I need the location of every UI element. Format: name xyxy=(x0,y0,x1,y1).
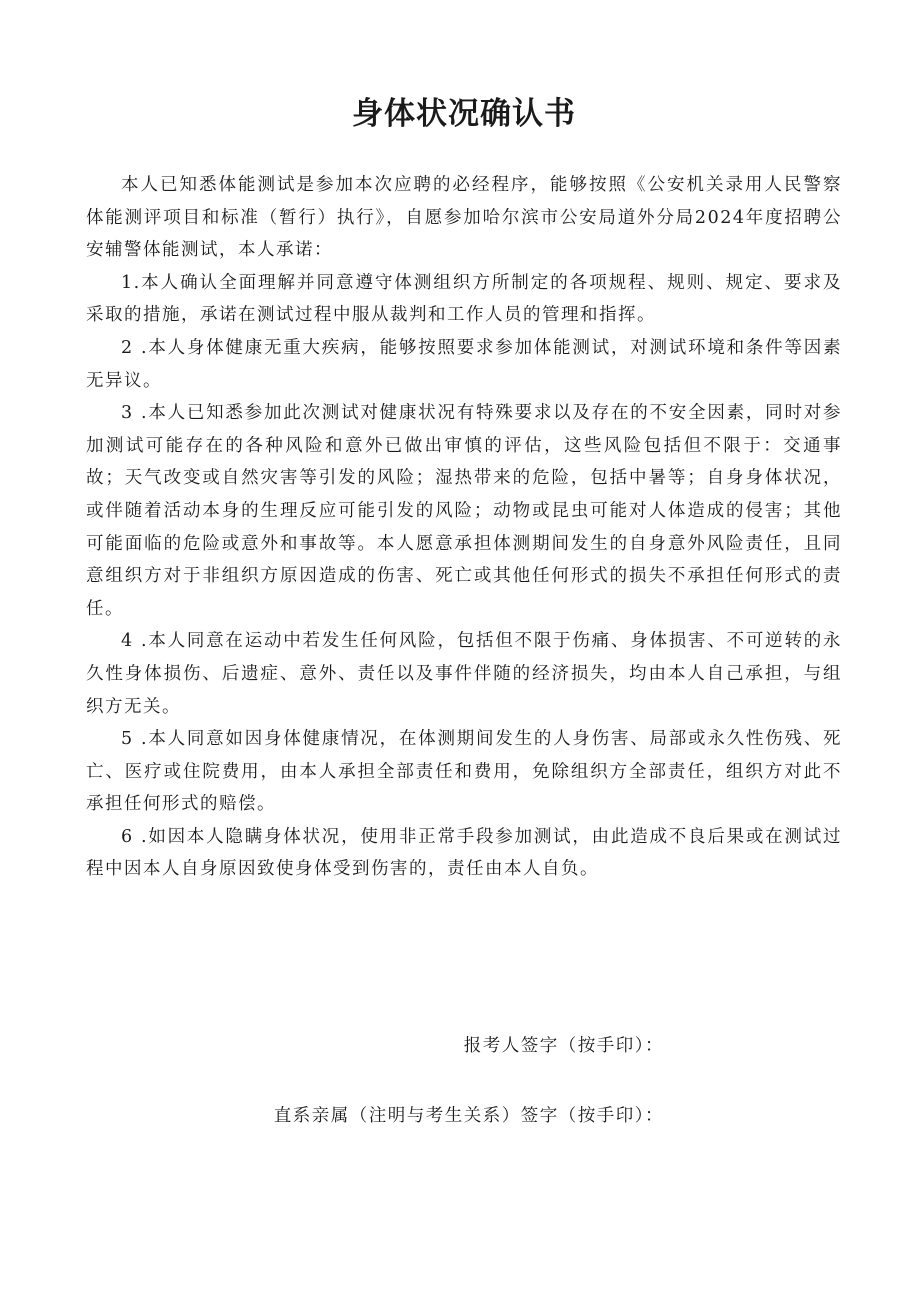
clause-4: 4 .本人同意在运动中若发生任何风险，包括但不限于伤痛、身体损害、不可逆转的永久性身体损伤、后遗症、意外、责任以及事件伴随的经济损失，均由本人自己承担，与组织方无关。 xyxy=(86,631,842,717)
clause-6: 6 .如因本人隐瞒身体状况，使用非正常手段参加测试，由此造成不良后果或在测试过程中因本人自身原因致使身体受到伤害的，责任由本人自负。 xyxy=(86,826,842,880)
document-body xyxy=(86,169,842,886)
clause-5: 5 .本人同意如因身体健康情况，在体测期间发生的人身伤害、局部或永久性伤残、死亡、医疗或住院费用，由本人承担全部责任和费用，免除组织方全部责任，组织方对此不承担任何形式的赔偿。 xyxy=(86,729,842,815)
applicant-signature-label: 报考人签字（按手印）： xyxy=(463,1036,664,1056)
document-title: 身体状况确认书 xyxy=(352,96,576,132)
relative-signature-label: 直系亲属（注明与考生关系）签字（按手印）： xyxy=(273,1106,664,1126)
intro-paragraph: 本人已知悉体能测试是参加本次应聘的必经程序，能够按照《公安机关录用人民警察体能测评项目和标准（暂行）执行》，自愿参加哈尔滨市公安局道外分局2024年度招聘公安辅警体能测试，本人承诺： xyxy=(86,175,842,261)
clause-1: 1.本人确认全面理解并同意遵守体测组织方所制定的各项规程、规则、规定、要求及采取的措施，承诺在测试过程中服从裁判和工作人员的管理和指挥。 xyxy=(86,272,842,326)
clause-3: 3 .本人已知悉参加此次测试对健康状况有特殊要求以及存在的不安全因素，同时对参加测试可能存在的各种风险和意外已做出审慎的评估，这些风险包括但不限于：交通事故；天气改变或自然灾害等引发的风险；湿热带来的危险，包括中暑等；自身身体状况，或伴随着活动本身的生理反应可能引发的风险；动物或昆虫可能对人体造成的侵害；其他可能面临的危险或意外和事故等。本人愿意承担体测期间发生的自身意外风险责任，且同意组织方对于非组织方原因造成的伤害、死亡或其他任何形式的损失不承担任何形式的责任。 xyxy=(86,403,842,619)
clause-2: 2 .本人身体健康无重大疾病，能够按照要求参加体能测试，对测试环境和条件等因素无异议。 xyxy=(86,337,842,391)
